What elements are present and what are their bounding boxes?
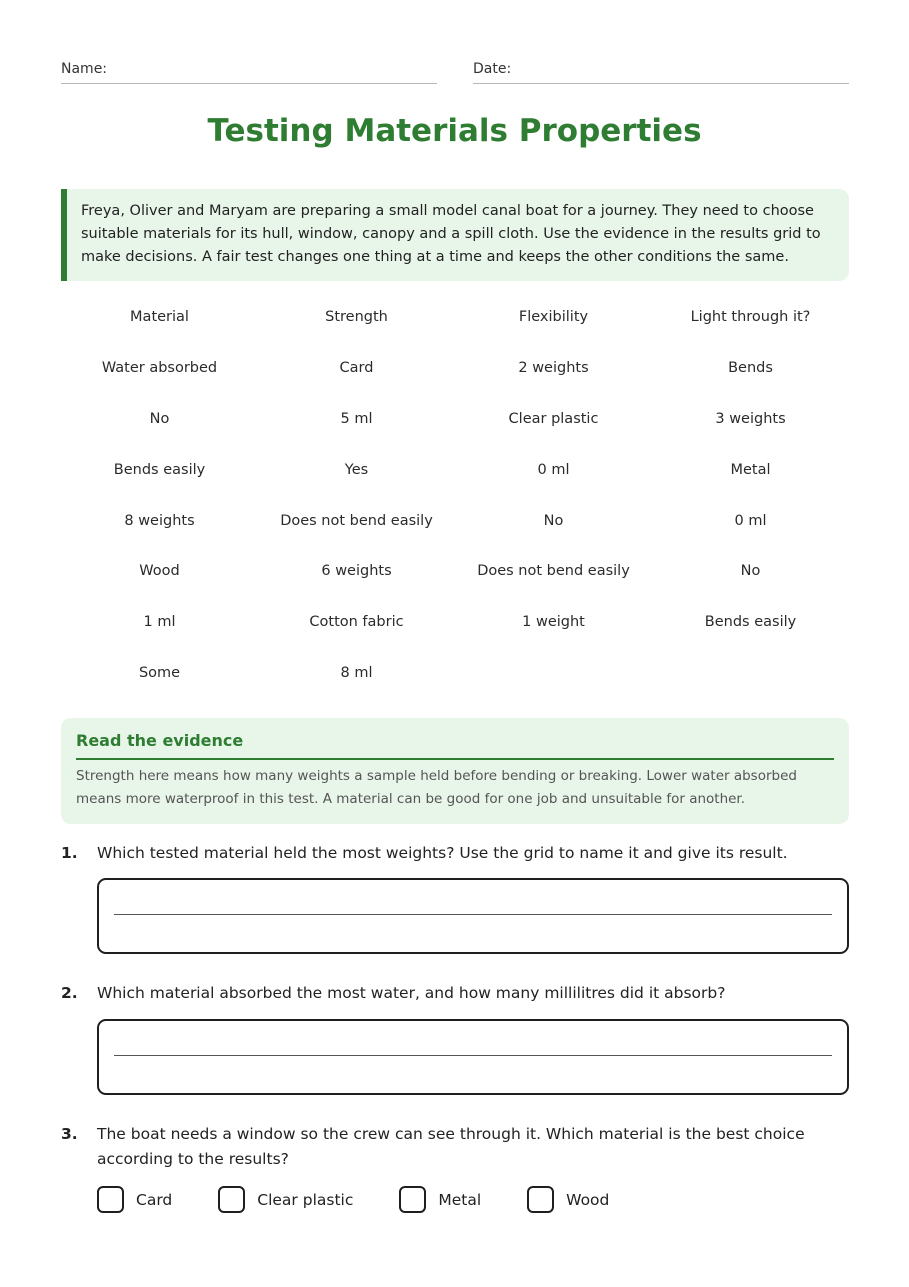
answer-box-2[interactable] (97, 1019, 849, 1095)
grid-cell: 0 ml (537, 461, 570, 478)
option-label: Metal (438, 1190, 482, 1209)
intro-text: Freya, Oliver and Maryam are preparing a small model canal boat for a journey. They need to choose suitable materials for its hull, window, canopy and a spill cloth. Use the evidence in the results grid to make decisions. A fair test changes one thing at a time and keeps the other conditions the same. (81, 203, 821, 265)
grid-cell: 1 weight (522, 614, 585, 631)
grid-cell: No (740, 563, 761, 580)
evidence-panel (61, 718, 849, 824)
grid-cell: Water absorbed (101, 360, 218, 377)
option-label: Wood (566, 1190, 610, 1209)
grid-cell (455, 648, 652, 699)
question-number: 1. (61, 844, 78, 862)
grid-cell: 8 ml (340, 664, 373, 681)
grid-cell: Bends easily (113, 461, 206, 478)
question-text: Which tested material held the most weights? Use the grid to name it and give its result. (97, 844, 788, 862)
question-1 (61, 841, 849, 866)
grid-cell (652, 648, 849, 699)
option-label: Clear plastic (257, 1190, 354, 1209)
answer-box-1[interactable] (97, 878, 849, 954)
answer-options (97, 1186, 655, 1213)
grid-cell: Metal (730, 461, 771, 478)
header-fields (61, 61, 849, 84)
checkbox[interactable] (399, 1186, 426, 1213)
grid-cell: Light through it? (690, 309, 811, 326)
grid-cell: Card (339, 360, 374, 377)
option-label: Card (136, 1190, 173, 1209)
grid-cell: No (149, 410, 170, 427)
question-number: 2. (61, 984, 78, 1002)
grid-cell: No (543, 512, 564, 529)
grid-cell: Yes (344, 461, 369, 478)
page-title: Testing Materials Properties (207, 113, 702, 149)
results-grid (61, 292, 849, 698)
grid-cell: Cotton fabric (309, 614, 404, 631)
grid-cell: 1 ml (143, 614, 176, 631)
option-wood[interactable] (527, 1186, 609, 1213)
question-3 (61, 1122, 849, 1172)
answer-line (114, 914, 832, 915)
answer-line (114, 1055, 832, 1056)
name-label: Name: (61, 61, 108, 77)
checkbox[interactable] (218, 1186, 245, 1213)
grid-cell: Flexibility (518, 309, 589, 326)
question-text: Which material absorbed the most water, and how many millilitres did it absorb? (97, 984, 726, 1002)
checkbox[interactable] (97, 1186, 124, 1213)
grid-cell: Material (130, 309, 189, 326)
grid-cell: Some (138, 664, 181, 681)
name-field[interactable] (61, 61, 437, 84)
date-field[interactable] (473, 61, 849, 84)
question-text: The boat needs a window so the crew can see through it. Which material is the best choice according to the results? (97, 1125, 805, 1168)
grid-cell: Does not bend easily (477, 563, 630, 580)
question-number: 3. (61, 1125, 78, 1143)
option-card[interactable] (97, 1186, 172, 1213)
grid-cell: 3 weights (715, 410, 786, 427)
grid-cell: 8 weights (124, 512, 195, 529)
grid-cell: Strength (325, 309, 388, 326)
evidence-text: Strength here means how many weights a sample held before bending or breaking. Lower water absorbed means more waterproof in this test. A material can be good for one job and unsuitable for another. (76, 768, 797, 807)
intro-panel (61, 189, 849, 281)
question-2 (61, 981, 849, 1006)
grid-cell: Clear plastic (508, 410, 599, 427)
option-metal[interactable] (399, 1186, 481, 1213)
grid-cell: Does not bend easily (280, 512, 433, 529)
grid-cell: 2 weights (518, 360, 589, 377)
grid-cell: Wood (139, 563, 180, 580)
grid-cell: Bends (728, 360, 773, 377)
option-clear-plastic[interactable] (218, 1186, 353, 1213)
checkbox[interactable] (527, 1186, 554, 1213)
grid-cell: 6 weights (321, 563, 392, 580)
grid-cell: 0 ml (734, 512, 767, 529)
grid-cell: Bends easily (704, 614, 797, 631)
date-label: Date: (473, 61, 512, 77)
grid-cell: 5 ml (340, 410, 373, 427)
evidence-title: Read the evidence (76, 731, 834, 760)
